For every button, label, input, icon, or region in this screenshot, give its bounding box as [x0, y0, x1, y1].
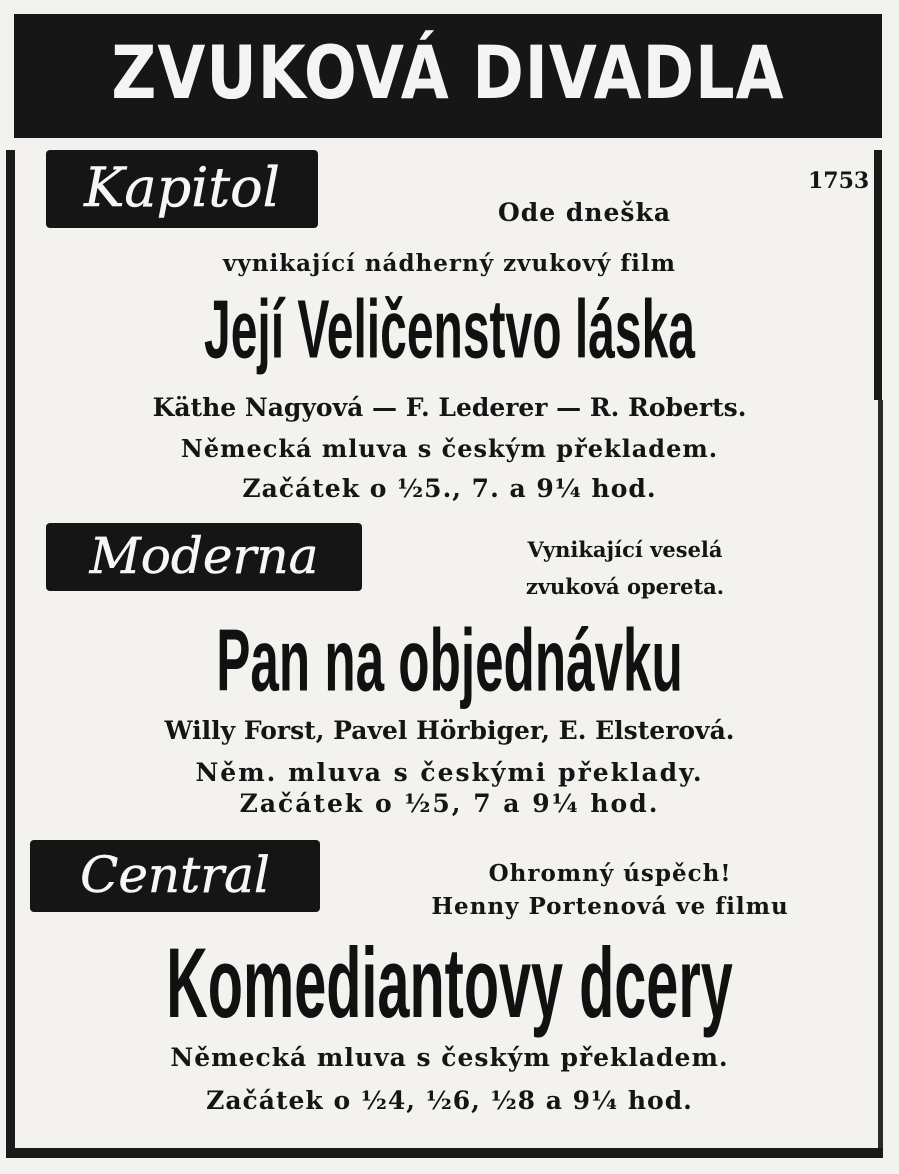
header-banner — [14, 14, 882, 138]
central-film-title: Komediantovy dcery — [166, 928, 733, 1040]
kapitol-intro: Ode dneška — [498, 198, 672, 227]
kapitol-logo — [46, 150, 318, 228]
frame-bottom-border — [6, 1148, 883, 1158]
kapitol-cast: Käthe Nagyová — F. Lederer — R. Roberts. — [152, 393, 747, 422]
kapitol-tagline: vynikající nádherný zvukový film — [223, 250, 676, 277]
central-showtimes: Začátek o ½4, ½6, ½8 a 9¼ hod. — [206, 1086, 693, 1115]
ad-number: 1753 — [808, 168, 870, 194]
moderna-language: Něm. mluva s českými překlady. — [195, 758, 704, 787]
moderna-tagline-1: Vynikající veselá — [527, 537, 723, 562]
central-tagline-1: Ohromný úspěch! — [488, 860, 732, 887]
moderna-showtimes: Začátek o ½5, 7 a 9¼ hod. — [239, 789, 660, 818]
central-language: Německá mluva s českým překladem. — [170, 1043, 729, 1072]
central-tagline-2: Henny Portenová ve filmu — [431, 893, 789, 920]
kapitol-showtimes: Začátek o ½5., 7. a 9¼ hod. — [242, 474, 657, 503]
banner-title: ZVUKOVÁ DIVADLA — [111, 29, 785, 116]
frame-left-border — [6, 150, 15, 1154]
moderna-film-title: Pan na objednávku — [216, 610, 683, 710]
kapitol-language: Německá mluva s českým překladem. — [180, 434, 719, 463]
kapitol-film-title: Její Veličenstvo láska — [204, 283, 695, 376]
moderna-cast: Willy Forst, Pavel Hörbiger, E. Elsterová. — [164, 716, 735, 745]
moderna-logo-text: Moderna — [89, 527, 319, 585]
moderna-logo — [46, 523, 362, 591]
central-logo — [30, 840, 320, 912]
central-logo-text: Central — [80, 846, 270, 904]
moderna-tagline-2: zvuková opereta. — [525, 574, 725, 599]
kapitol-logo-text: Kapitol — [84, 156, 280, 219]
